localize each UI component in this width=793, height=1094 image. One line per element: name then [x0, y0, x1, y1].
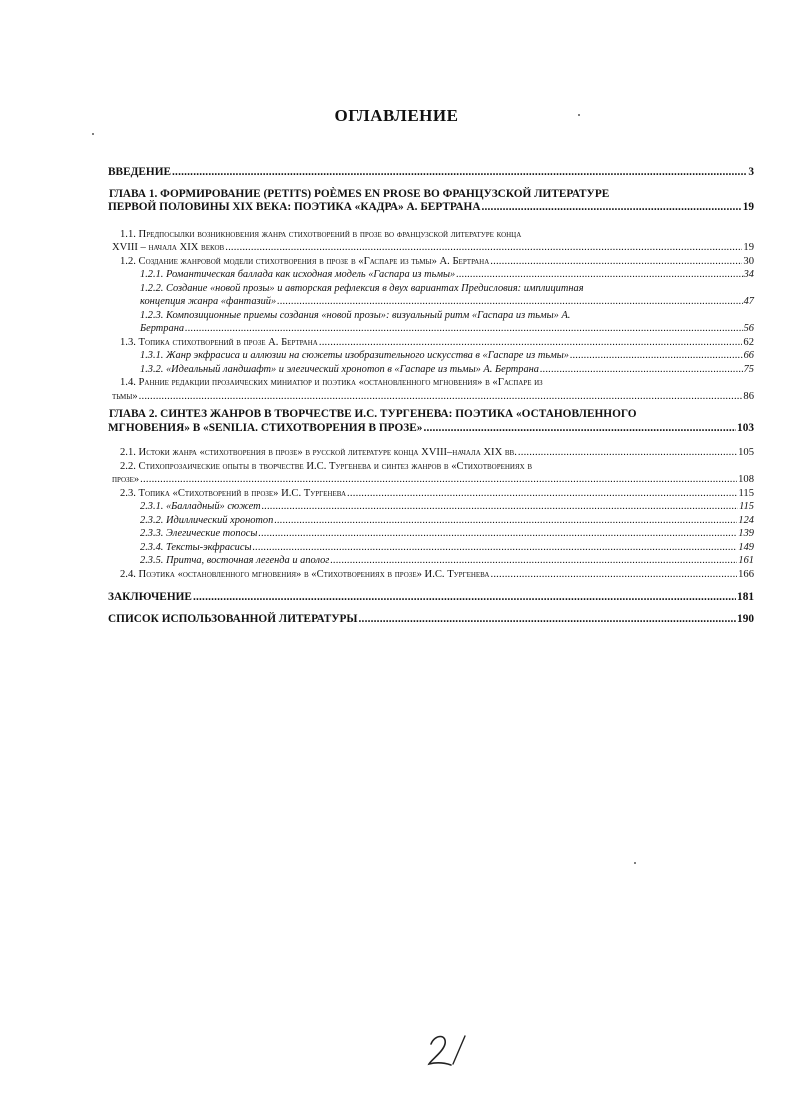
toc-entry-title-line-2: тьмы» — [112, 390, 138, 402]
toc-entry-title-line-2: концепция жанра «фантазий» — [140, 296, 277, 307]
toc-page-number: 105 — [738, 447, 754, 458]
toc-entry-subsection-2-3-3[interactable] — [140, 527, 754, 541]
toc-entry-title-line-2: прозе» — [112, 474, 140, 485]
toc-entry-title-line-2: МГНОВЕНИЯ» В «SENILIA. СТИХОТВОРЕНИЯ В ПРОЗЕ» — [108, 421, 423, 434]
toc-entry-title: 2.3. Топика «Стихотворений в прозе» И.С. Тургенева — [120, 487, 347, 499]
leader-dots — [139, 390, 743, 404]
leader-dots — [490, 255, 742, 269]
leader-dots — [540, 363, 743, 377]
toc-entry-title: 2.3.5. Притча, восточная легенда и аполог — [140, 555, 330, 566]
toc-entry-section-2-1[interactable] — [120, 446, 754, 460]
toc-page-number: 30 — [743, 255, 754, 267]
toc-entry-title-line-1: 1.4. Ранние редакции прозаических миниатюр и поэтика «остановленного мгновения» в «Гаспаре из — [120, 377, 543, 388]
toc-page-number: 19 — [743, 242, 754, 253]
toc-page-number: 124 — [738, 514, 754, 526]
leader-dots — [262, 500, 739, 514]
leader-dots — [258, 527, 737, 541]
page-title: ОГЛАВЛЕНИЕ — [334, 106, 459, 125]
toc-page-number: 34 — [743, 269, 754, 280]
toc-page-number: 75 — [743, 363, 754, 375]
leader-dots — [518, 446, 737, 460]
scan-speck — [578, 114, 580, 116]
toc-entry-chapter-2[interactable] — [108, 408, 754, 435]
toc-entry-title: 2.3.3. Элегические топосы — [140, 528, 258, 539]
leader-dots — [330, 554, 737, 568]
toc-entry-section-1-1[interactable] — [110, 228, 754, 255]
leader-dots — [359, 613, 737, 627]
toc-entry-title: 1.2. Создание жанровой модели стихотворения в прозе в «Гаспаре из тьмы» А. Бертрана — [120, 255, 490, 267]
toc-page-number: 190 — [737, 612, 754, 625]
leader-dots — [193, 591, 736, 605]
toc-entry-subsection-2-3-1[interactable] — [140, 500, 754, 514]
leader-dots — [140, 473, 737, 487]
toc-entry-title-line-2: ПЕРВОЙ ПОЛОВИНЫ XIX ВЕКА: ПОЭТИКА «КАДРА» А. БЕРТРАНА — [108, 201, 481, 213]
toc-page-number: 47 — [743, 296, 754, 307]
leader-dots — [252, 541, 737, 555]
handwritten-page-number — [425, 1030, 469, 1070]
toc-entry-title: ЗАКЛЮЧЕНИЕ — [108, 591, 192, 603]
toc-page-number: 3 — [748, 166, 754, 178]
toc-entry-subsection-2-3-4[interactable] — [140, 541, 754, 555]
toc-entry-title: 1.3.1. Жанр экфрасиса и аллюзии на сюжеты изобразительного искусства в «Гаспаре из тьмы» — [140, 350, 569, 361]
toc-entry-title: 2.3.4. Тексты-экфрасисы — [140, 541, 252, 553]
leader-dots — [172, 166, 747, 180]
toc-entry-chapter-1[interactable] — [108, 188, 754, 215]
leader-dots — [456, 268, 742, 282]
toc-entry-title-line-1: 1.2.3. Композиционные приемы создания «новой прозы»: визуальный ритм «Гаспара из тьмы» А. — [140, 309, 571, 321]
toc-entry-title-line-1: 2.2. Стихопрозаические опыты в творчестве И.С. Тургенева и синтез жанров в «Стихотворениях в — [120, 460, 533, 472]
toc-page-number: 103 — [737, 421, 754, 434]
toc-entry-title-line-2: XVIII – начала XIX веков — [112, 242, 225, 253]
toc-entry-title-line-1: ГЛАВА 2. СИНТЕЗ ЖАНРОВ В ТВОРЧЕСТВЕ И.С. ТУРГЕНЕВА: ПОЭТИКА «ОСТАНОВЛЕННОГО — [109, 408, 637, 420]
toc-page-number: 19 — [742, 201, 754, 213]
toc-entry-title: 2.3.1. «Балладный» сюжет — [140, 501, 261, 512]
toc-entry-conclusion[interactable] — [108, 591, 754, 605]
leader-dots — [225, 241, 742, 255]
toc-entry-title-line-1: 1.2.2. Создание «новой прозы» и авторская рефлексия в двух вариантах Предисловия: имплицитная — [140, 282, 584, 294]
leader-dots — [570, 349, 743, 363]
toc-entry-subsection-1-3-1[interactable] — [140, 349, 754, 363]
toc-entry-section-2-4[interactable] — [120, 568, 754, 582]
leader-dots — [274, 514, 737, 528]
toc-page-number: 108 — [738, 474, 754, 485]
leader-dots — [347, 487, 737, 501]
toc-page-number: 139 — [738, 528, 754, 539]
toc-entry-subsection-1-2-2[interactable] — [140, 282, 754, 309]
toc-entry-section-2-2[interactable] — [110, 460, 754, 487]
toc-entry-section-1-4[interactable] — [110, 376, 754, 403]
leader-dots — [319, 336, 743, 350]
toc-entry-title: ВВЕДЕНИЕ — [108, 166, 172, 178]
toc-entry-subsection-2-3-5[interactable] — [140, 554, 754, 568]
toc-entry-section-1-2[interactable] — [120, 255, 754, 269]
toc-page-number: 86 — [743, 390, 754, 402]
toc-entry-subsection-1-2-1[interactable] — [140, 268, 754, 282]
leader-dots — [277, 295, 742, 309]
toc-page-number: 166 — [738, 568, 754, 580]
toc-entry-subsection-1-2-3[interactable] — [140, 309, 754, 336]
leader-dots — [423, 422, 736, 436]
scan-speck — [92, 133, 94, 135]
toc-page-number: 149 — [738, 541, 754, 553]
toc-entry-bibliography[interactable] — [108, 613, 754, 627]
toc-entry-title-line-1: 1.1. Предпосылки возникновения жанра стихотворений в прозе во французской литературе конца — [120, 228, 522, 240]
toc-page-number: 181 — [737, 591, 754, 603]
table-of-contents — [108, 166, 754, 626]
toc-entry-section-1-3[interactable] — [120, 336, 754, 350]
toc-entry-title: 2.1. Истоки жанра «стихотворения в прозе» в русской литературе конца XVIII–начала XIX вв. — [120, 447, 517, 458]
toc-entry-section-2-3[interactable] — [120, 487, 754, 501]
scan-speck — [634, 862, 636, 864]
toc-entry-title: 2.3.2. Идиллический хронотоп — [140, 514, 274, 526]
toc-page-number: 56 — [743, 323, 754, 334]
toc-entry-title: СПИСОК ИСПОЛЬЗОВАННОЙ ЛИТЕРАТУРЫ — [108, 612, 358, 625]
leader-dots — [185, 322, 743, 336]
toc-entry-title: 2.4. Поэтика «остановленного мгновения» в «Стихотворениях в прозе» И.С. Тургенева — [120, 568, 490, 580]
toc-entry-subsection-2-3-2[interactable] — [140, 514, 754, 528]
toc-page-number: 62 — [743, 336, 754, 348]
toc-entry-title-line-1: ГЛАВА 1. ФОРМИРОВАНИЕ (PETITS) POÈMES EN PROSE ВО ФРАНЦУЗСКОЙ ЛИТЕРАТУРЕ — [109, 187, 610, 200]
toc-page-number: 115 — [738, 487, 754, 499]
toc-entry-introduction[interactable] — [108, 166, 754, 180]
toc-page-number: 161 — [738, 555, 754, 566]
toc-entry-title: 1.3.2. «Идеальный ландшафт» и элегический хронотоп в «Гаспаре из тьмы» А. Бертрана — [140, 363, 539, 375]
toc-page-number: 115 — [739, 501, 754, 512]
leader-dots — [481, 201, 741, 215]
toc-entry-title-line-2: Бертрана — [140, 323, 185, 334]
leader-dots — [490, 568, 737, 582]
toc-page-number: 66 — [743, 350, 754, 361]
toc-entry-title: 1.2.1. Романтическая баллада как исходная модель «Гаспара из тьмы» — [140, 269, 456, 280]
toc-entry-subsection-1-3-2[interactable] — [140, 363, 754, 377]
toc-entry-title: 1.3. Топика стихотворений в прозе А. Бертрана — [120, 336, 318, 348]
